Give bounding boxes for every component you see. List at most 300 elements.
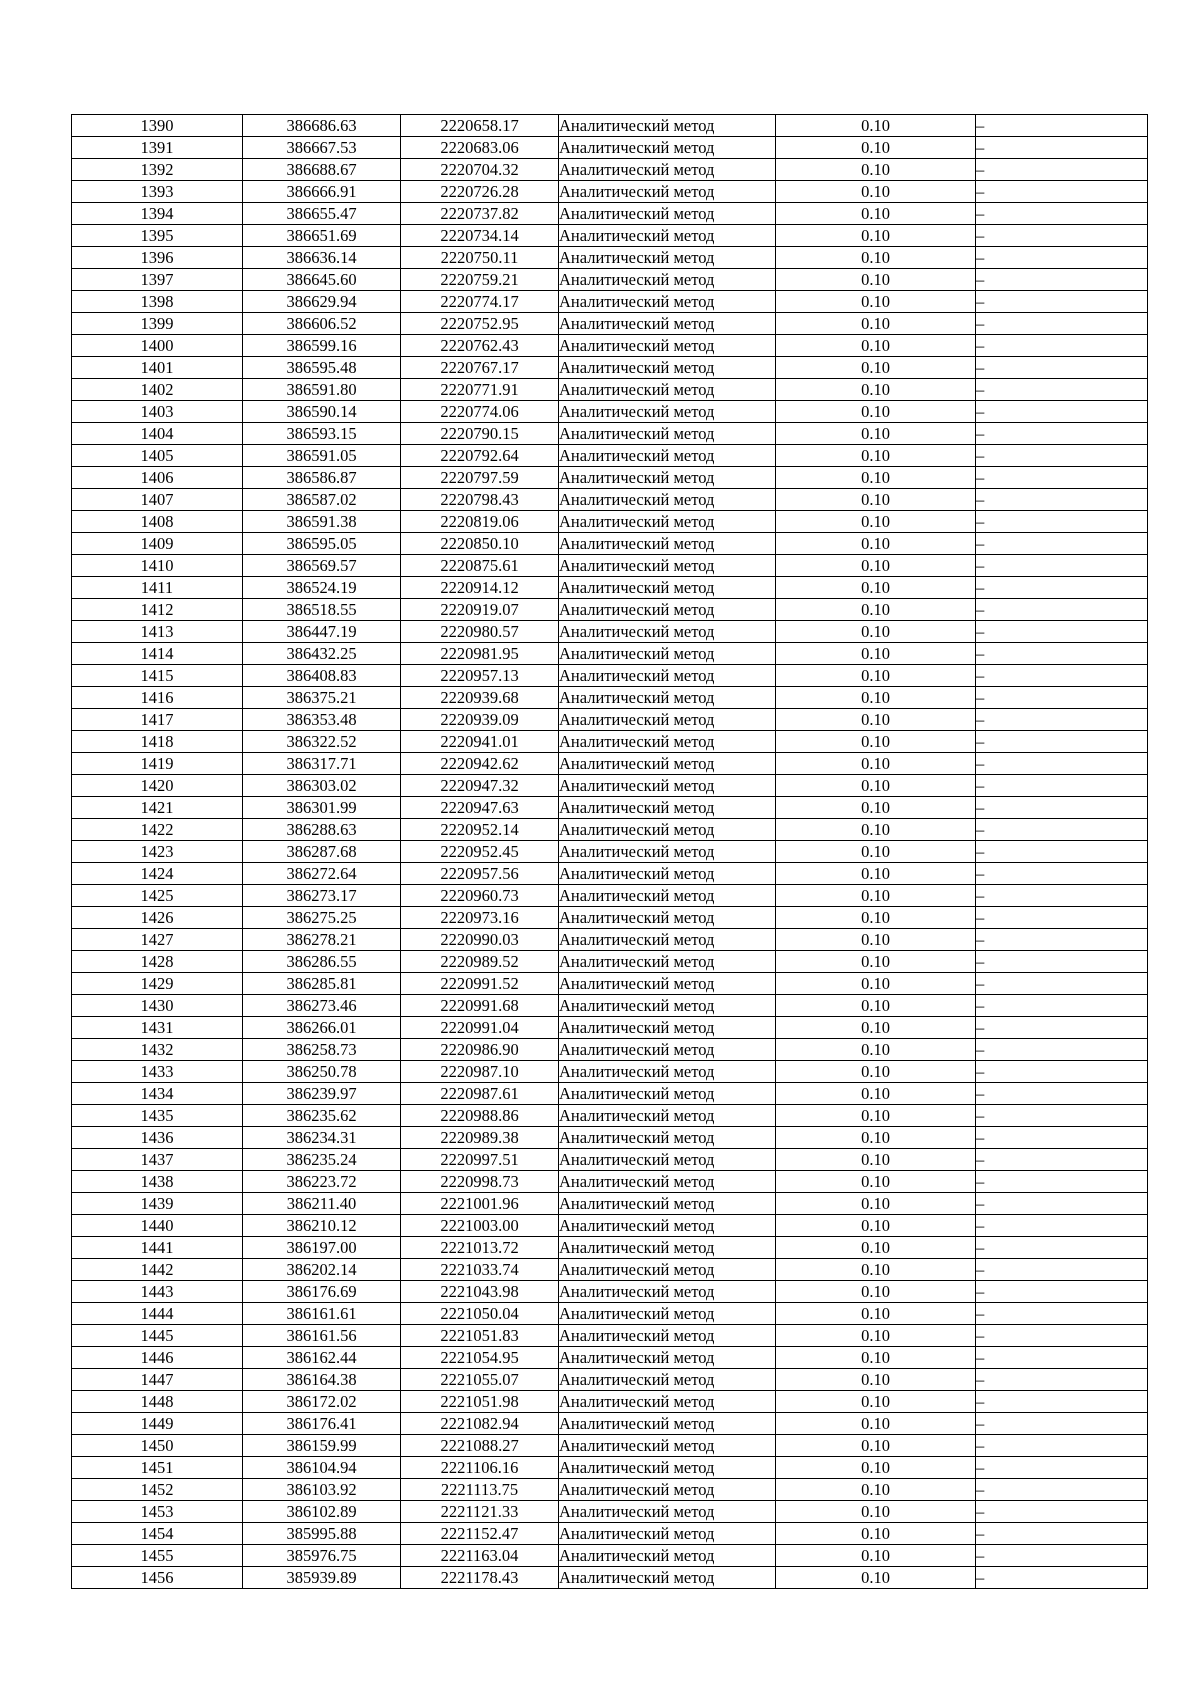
method-cell: Аналитический метод <box>559 1325 776 1347</box>
accuracy-cell: 0.10 <box>776 1501 976 1523</box>
note-cell: – <box>976 1457 1148 1479</box>
table-row <box>72 533 1148 555</box>
accuracy-cell: 0.10 <box>776 1039 976 1061</box>
method-cell: Аналитический метод <box>559 159 776 181</box>
note-cell: – <box>976 643 1148 665</box>
table-row <box>72 137 1148 159</box>
x-coordinate-cell: 386447.19 <box>243 621 401 643</box>
method-cell: Аналитический метод <box>559 577 776 599</box>
method-cell: Аналитический метод <box>559 137 776 159</box>
x-coordinate-cell: 386591.05 <box>243 445 401 467</box>
accuracy-cell: 0.10 <box>776 819 976 841</box>
x-coordinate-cell: 386432.25 <box>243 643 401 665</box>
x-coordinate-cell: 386102.89 <box>243 1501 401 1523</box>
y-coordinate-cell: 2220752.95 <box>401 313 559 335</box>
method-cell: Аналитический метод <box>559 203 776 225</box>
point-number-cell: 1426 <box>72 907 243 929</box>
y-coordinate-cell: 2220704.32 <box>401 159 559 181</box>
table-row <box>72 1149 1148 1171</box>
method-cell: Аналитический метод <box>559 709 776 731</box>
method-cell: Аналитический метод <box>559 819 776 841</box>
y-coordinate-cell: 2220991.52 <box>401 973 559 995</box>
table-row <box>72 115 1148 137</box>
point-number-cell: 1454 <box>72 1523 243 1545</box>
accuracy-cell: 0.10 <box>776 1061 976 1083</box>
method-cell: Аналитический метод <box>559 511 776 533</box>
method-cell: Аналитический метод <box>559 1501 776 1523</box>
accuracy-cell: 0.10 <box>776 1281 976 1303</box>
note-cell: – <box>976 511 1148 533</box>
point-number-cell: 1439 <box>72 1193 243 1215</box>
method-cell: Аналитический метод <box>559 1105 776 1127</box>
method-cell: Аналитический метод <box>559 951 776 973</box>
y-coordinate-cell: 2220759.21 <box>401 269 559 291</box>
accuracy-cell: 0.10 <box>776 1479 976 1501</box>
note-cell: – <box>976 423 1148 445</box>
table-row <box>72 445 1148 467</box>
y-coordinate-cell: 2220989.38 <box>401 1127 559 1149</box>
y-coordinate-cell: 2220942.62 <box>401 753 559 775</box>
x-coordinate-cell: 386176.41 <box>243 1413 401 1435</box>
x-coordinate-cell: 386197.00 <box>243 1237 401 1259</box>
accuracy-cell: 0.10 <box>776 379 976 401</box>
method-cell: Аналитический метод <box>559 1149 776 1171</box>
point-number-cell: 1407 <box>72 489 243 511</box>
y-coordinate-cell: 2220797.59 <box>401 467 559 489</box>
accuracy-cell: 0.10 <box>776 269 976 291</box>
accuracy-cell: 0.10 <box>776 1237 976 1259</box>
point-number-cell: 1448 <box>72 1391 243 1413</box>
y-coordinate-cell: 2220819.06 <box>401 511 559 533</box>
table-row <box>72 1523 1148 1545</box>
table-row <box>72 467 1148 489</box>
method-cell: Аналитический метод <box>559 115 776 137</box>
y-coordinate-cell: 2220947.63 <box>401 797 559 819</box>
x-coordinate-cell: 386688.67 <box>243 159 401 181</box>
accuracy-cell: 0.10 <box>776 181 976 203</box>
table-row <box>72 1501 1148 1523</box>
y-coordinate-cell: 2220767.17 <box>401 357 559 379</box>
y-coordinate-cell: 2220952.45 <box>401 841 559 863</box>
table-row <box>72 929 1148 951</box>
table-row <box>72 1435 1148 1457</box>
method-cell: Аналитический метод <box>559 1479 776 1501</box>
y-coordinate-cell: 2220762.43 <box>401 335 559 357</box>
table-row <box>72 1105 1148 1127</box>
point-number-cell: 1403 <box>72 401 243 423</box>
table-row <box>72 951 1148 973</box>
note-cell: – <box>976 929 1148 951</box>
y-coordinate-cell: 2220988.86 <box>401 1105 559 1127</box>
point-number-cell: 1401 <box>72 357 243 379</box>
accuracy-cell: 0.10 <box>776 1435 976 1457</box>
point-number-cell: 1443 <box>72 1281 243 1303</box>
point-number-cell: 1405 <box>72 445 243 467</box>
note-cell: – <box>976 357 1148 379</box>
x-coordinate-cell: 386275.25 <box>243 907 401 929</box>
accuracy-cell: 0.10 <box>776 159 976 181</box>
point-number-cell: 1432 <box>72 1039 243 1061</box>
note-cell: – <box>976 665 1148 687</box>
table-row <box>72 1413 1148 1435</box>
x-coordinate-cell: 386223.72 <box>243 1171 401 1193</box>
point-number-cell: 1393 <box>72 181 243 203</box>
x-coordinate-cell: 386524.19 <box>243 577 401 599</box>
x-coordinate-cell: 386239.97 <box>243 1083 401 1105</box>
note-cell: – <box>976 863 1148 885</box>
x-coordinate-cell: 386593.15 <box>243 423 401 445</box>
table-row <box>72 1127 1148 1149</box>
point-number-cell: 1420 <box>72 775 243 797</box>
table-row <box>72 401 1148 423</box>
y-coordinate-cell: 2221163.04 <box>401 1545 559 1567</box>
y-coordinate-cell: 2220939.68 <box>401 687 559 709</box>
x-coordinate-cell: 386172.02 <box>243 1391 401 1413</box>
method-cell: Аналитический метод <box>559 753 776 775</box>
point-number-cell: 1402 <box>72 379 243 401</box>
note-cell: – <box>976 1193 1148 1215</box>
point-number-cell: 1436 <box>72 1127 243 1149</box>
point-number-cell: 1410 <box>72 555 243 577</box>
point-number-cell: 1409 <box>72 533 243 555</box>
point-number-cell: 1427 <box>72 929 243 951</box>
method-cell: Аналитический метод <box>559 1083 776 1105</box>
accuracy-cell: 0.10 <box>776 775 976 797</box>
y-coordinate-cell: 2220919.07 <box>401 599 559 621</box>
table-row <box>72 511 1148 533</box>
x-coordinate-cell: 386234.31 <box>243 1127 401 1149</box>
x-coordinate-cell: 386667.53 <box>243 137 401 159</box>
method-cell: Аналитический метод <box>559 1193 776 1215</box>
note-cell: – <box>976 1017 1148 1039</box>
method-cell: Аналитический метод <box>559 423 776 445</box>
method-cell: Аналитический метод <box>559 775 776 797</box>
point-number-cell: 1430 <box>72 995 243 1017</box>
method-cell: Аналитический метод <box>559 1523 776 1545</box>
y-coordinate-cell: 2221001.96 <box>401 1193 559 1215</box>
accuracy-cell: 0.10 <box>776 1545 976 1567</box>
method-cell: Аналитический метод <box>559 401 776 423</box>
note-cell: – <box>976 1391 1148 1413</box>
accuracy-cell: 0.10 <box>776 797 976 819</box>
table-row <box>72 159 1148 181</box>
y-coordinate-cell: 2220750.11 <box>401 247 559 269</box>
method-cell: Аналитический метод <box>559 1545 776 1567</box>
accuracy-cell: 0.10 <box>776 247 976 269</box>
table-row <box>72 1391 1148 1413</box>
note-cell: – <box>976 599 1148 621</box>
y-coordinate-cell: 2220987.10 <box>401 1061 559 1083</box>
table-row <box>72 1457 1148 1479</box>
method-cell: Аналитический метод <box>559 1215 776 1237</box>
table-row <box>72 731 1148 753</box>
x-coordinate-cell: 385976.75 <box>243 1545 401 1567</box>
y-coordinate-cell: 2220980.57 <box>401 621 559 643</box>
x-coordinate-cell: 386636.14 <box>243 247 401 269</box>
x-coordinate-cell: 386162.44 <box>243 1347 401 1369</box>
method-cell: Аналитический метод <box>559 1457 776 1479</box>
point-number-cell: 1425 <box>72 885 243 907</box>
table-row <box>72 1083 1148 1105</box>
accuracy-cell: 0.10 <box>776 643 976 665</box>
accuracy-cell: 0.10 <box>776 1171 976 1193</box>
accuracy-cell: 0.10 <box>776 577 976 599</box>
y-coordinate-cell: 2220792.64 <box>401 445 559 467</box>
x-coordinate-cell: 386645.60 <box>243 269 401 291</box>
x-coordinate-cell: 386599.16 <box>243 335 401 357</box>
note-cell: – <box>976 775 1148 797</box>
note-cell: – <box>976 247 1148 269</box>
point-number-cell: 1418 <box>72 731 243 753</box>
method-cell: Аналитический метод <box>559 247 776 269</box>
note-cell: – <box>976 687 1148 709</box>
method-cell: Аналитический метод <box>559 687 776 709</box>
note-cell: – <box>976 1435 1148 1457</box>
x-coordinate-cell: 386590.14 <box>243 401 401 423</box>
accuracy-cell: 0.10 <box>776 1149 976 1171</box>
point-number-cell: 1451 <box>72 1457 243 1479</box>
table-row <box>72 665 1148 687</box>
point-number-cell: 1441 <box>72 1237 243 1259</box>
table-row <box>72 269 1148 291</box>
x-coordinate-cell: 386288.63 <box>243 819 401 841</box>
accuracy-cell: 0.10 <box>776 753 976 775</box>
y-coordinate-cell: 2221033.74 <box>401 1259 559 1281</box>
x-coordinate-cell: 386686.63 <box>243 115 401 137</box>
x-coordinate-cell: 386375.21 <box>243 687 401 709</box>
table-row <box>72 753 1148 775</box>
method-cell: Аналитический метод <box>559 1061 776 1083</box>
point-number-cell: 1442 <box>72 1259 243 1281</box>
x-coordinate-cell: 386235.62 <box>243 1105 401 1127</box>
y-coordinate-cell: 2221050.04 <box>401 1303 559 1325</box>
table-row <box>72 555 1148 577</box>
table-row <box>72 313 1148 335</box>
y-coordinate-cell: 2221082.94 <box>401 1413 559 1435</box>
point-number-cell: 1404 <box>72 423 243 445</box>
note-cell: – <box>976 291 1148 313</box>
accuracy-cell: 0.10 <box>776 1567 976 1589</box>
note-cell: – <box>976 225 1148 247</box>
y-coordinate-cell: 2220683.06 <box>401 137 559 159</box>
note-cell: – <box>976 379 1148 401</box>
point-number-cell: 1444 <box>72 1303 243 1325</box>
x-coordinate-cell: 386287.68 <box>243 841 401 863</box>
note-cell: – <box>976 841 1148 863</box>
note-cell: – <box>976 203 1148 225</box>
accuracy-cell: 0.10 <box>776 401 976 423</box>
y-coordinate-cell: 2220737.82 <box>401 203 559 225</box>
method-cell: Аналитический метод <box>559 885 776 907</box>
table-row <box>72 1567 1148 1589</box>
point-number-cell: 1392 <box>72 159 243 181</box>
y-coordinate-cell: 2220989.52 <box>401 951 559 973</box>
accuracy-cell: 0.10 <box>776 1347 976 1369</box>
note-cell: – <box>976 577 1148 599</box>
method-cell: Аналитический метод <box>559 1259 776 1281</box>
table-row <box>72 225 1148 247</box>
table-row <box>72 1281 1148 1303</box>
point-number-cell: 1424 <box>72 863 243 885</box>
method-cell: Аналитический метод <box>559 643 776 665</box>
x-coordinate-cell: 386586.87 <box>243 467 401 489</box>
method-cell: Аналитический метод <box>559 357 776 379</box>
method-cell: Аналитический метод <box>559 665 776 687</box>
method-cell: Аналитический метод <box>559 929 776 951</box>
point-number-cell: 1408 <box>72 511 243 533</box>
y-coordinate-cell: 2220997.51 <box>401 1149 559 1171</box>
table-row <box>72 1259 1148 1281</box>
table-row <box>72 775 1148 797</box>
x-coordinate-cell: 386666.91 <box>243 181 401 203</box>
point-number-cell: 1398 <box>72 291 243 313</box>
accuracy-cell: 0.10 <box>776 1391 976 1413</box>
accuracy-cell: 0.10 <box>776 115 976 137</box>
method-cell: Аналитический метод <box>559 533 776 555</box>
x-coordinate-cell: 386250.78 <box>243 1061 401 1083</box>
method-cell: Аналитический метод <box>559 1303 776 1325</box>
note-cell: – <box>976 951 1148 973</box>
x-coordinate-cell: 386235.24 <box>243 1149 401 1171</box>
accuracy-cell: 0.10 <box>776 313 976 335</box>
y-coordinate-cell: 2220771.91 <box>401 379 559 401</box>
point-number-cell: 1397 <box>72 269 243 291</box>
point-number-cell: 1422 <box>72 819 243 841</box>
coordinates-table <box>71 114 1148 1589</box>
point-number-cell: 1399 <box>72 313 243 335</box>
note-cell: – <box>976 269 1148 291</box>
table-row <box>72 819 1148 841</box>
method-cell: Аналитический метод <box>559 1017 776 1039</box>
point-number-cell: 1428 <box>72 951 243 973</box>
note-cell: – <box>976 1105 1148 1127</box>
table-row <box>72 335 1148 357</box>
note-cell: – <box>976 709 1148 731</box>
x-coordinate-cell: 386286.55 <box>243 951 401 973</box>
accuracy-cell: 0.10 <box>776 1127 976 1149</box>
table-row <box>72 357 1148 379</box>
table-row <box>72 797 1148 819</box>
table-row <box>72 885 1148 907</box>
x-coordinate-cell: 386211.40 <box>243 1193 401 1215</box>
y-coordinate-cell: 2221152.47 <box>401 1523 559 1545</box>
y-coordinate-cell: 2220991.68 <box>401 995 559 1017</box>
accuracy-cell: 0.10 <box>776 445 976 467</box>
point-number-cell: 1433 <box>72 1061 243 1083</box>
method-cell: Аналитический метод <box>559 555 776 577</box>
note-cell: – <box>976 1215 1148 1237</box>
accuracy-cell: 0.10 <box>776 1457 976 1479</box>
accuracy-cell: 0.10 <box>776 995 976 1017</box>
y-coordinate-cell: 2220939.09 <box>401 709 559 731</box>
table-row <box>72 1369 1148 1391</box>
y-coordinate-cell: 2220957.13 <box>401 665 559 687</box>
accuracy-cell: 0.10 <box>776 423 976 445</box>
method-cell: Аналитический метод <box>559 1171 776 1193</box>
note-cell: – <box>976 401 1148 423</box>
x-coordinate-cell: 386655.47 <box>243 203 401 225</box>
note-cell: – <box>976 753 1148 775</box>
point-number-cell: 1434 <box>72 1083 243 1105</box>
y-coordinate-cell: 2220875.61 <box>401 555 559 577</box>
y-coordinate-cell: 2221113.75 <box>401 1479 559 1501</box>
table-row <box>72 1325 1148 1347</box>
note-cell: – <box>976 1501 1148 1523</box>
accuracy-cell: 0.10 <box>776 1523 976 1545</box>
note-cell: – <box>976 159 1148 181</box>
accuracy-cell: 0.10 <box>776 1325 976 1347</box>
accuracy-cell: 0.10 <box>776 841 976 863</box>
x-coordinate-cell: 386164.38 <box>243 1369 401 1391</box>
table-row <box>72 489 1148 511</box>
point-number-cell: 1450 <box>72 1435 243 1457</box>
y-coordinate-cell: 2220957.56 <box>401 863 559 885</box>
note-cell: – <box>976 1237 1148 1259</box>
table-row <box>72 1039 1148 1061</box>
y-coordinate-cell: 2220998.73 <box>401 1171 559 1193</box>
table-row <box>72 643 1148 665</box>
point-number-cell: 1440 <box>72 1215 243 1237</box>
y-coordinate-cell: 2220658.17 <box>401 115 559 137</box>
x-coordinate-cell: 386587.02 <box>243 489 401 511</box>
x-coordinate-cell: 386408.83 <box>243 665 401 687</box>
note-cell: – <box>976 1039 1148 1061</box>
x-coordinate-cell: 386595.48 <box>243 357 401 379</box>
y-coordinate-cell: 2221178.43 <box>401 1567 559 1589</box>
method-cell: Аналитический метод <box>559 335 776 357</box>
x-coordinate-cell: 386518.55 <box>243 599 401 621</box>
accuracy-cell: 0.10 <box>776 1017 976 1039</box>
note-cell: – <box>976 115 1148 137</box>
table-row <box>72 709 1148 731</box>
x-coordinate-cell: 386301.99 <box>243 797 401 819</box>
point-number-cell: 1423 <box>72 841 243 863</box>
y-coordinate-cell: 2220850.10 <box>401 533 559 555</box>
table-row <box>72 1303 1148 1325</box>
method-cell: Аналитический метод <box>559 1039 776 1061</box>
point-number-cell: 1435 <box>72 1105 243 1127</box>
y-coordinate-cell: 2221106.16 <box>401 1457 559 1479</box>
accuracy-cell: 0.10 <box>776 885 976 907</box>
method-cell: Аналитический метод <box>559 863 776 885</box>
x-coordinate-cell: 386104.94 <box>243 1457 401 1479</box>
point-number-cell: 1431 <box>72 1017 243 1039</box>
x-coordinate-cell: 386202.14 <box>243 1259 401 1281</box>
y-coordinate-cell: 2220991.04 <box>401 1017 559 1039</box>
table-row <box>72 1017 1148 1039</box>
accuracy-cell: 0.10 <box>776 1193 976 1215</box>
x-coordinate-cell: 386273.46 <box>243 995 401 1017</box>
x-coordinate-cell: 386322.52 <box>243 731 401 753</box>
y-coordinate-cell: 2220734.14 <box>401 225 559 247</box>
note-cell: – <box>976 1281 1148 1303</box>
y-coordinate-cell: 2221051.98 <box>401 1391 559 1413</box>
point-number-cell: 1446 <box>72 1347 243 1369</box>
note-cell: – <box>976 335 1148 357</box>
method-cell: Аналитический метод <box>559 995 776 1017</box>
table-row <box>72 995 1148 1017</box>
x-coordinate-cell: 386103.92 <box>243 1479 401 1501</box>
method-cell: Аналитический метод <box>559 1127 776 1149</box>
note-cell: – <box>976 885 1148 907</box>
method-cell: Аналитический метод <box>559 1435 776 1457</box>
note-cell: – <box>976 555 1148 577</box>
method-cell: Аналитический метод <box>559 621 776 643</box>
note-cell: – <box>976 1259 1148 1281</box>
point-number-cell: 1411 <box>72 577 243 599</box>
point-number-cell: 1396 <box>72 247 243 269</box>
x-coordinate-cell: 385995.88 <box>243 1523 401 1545</box>
